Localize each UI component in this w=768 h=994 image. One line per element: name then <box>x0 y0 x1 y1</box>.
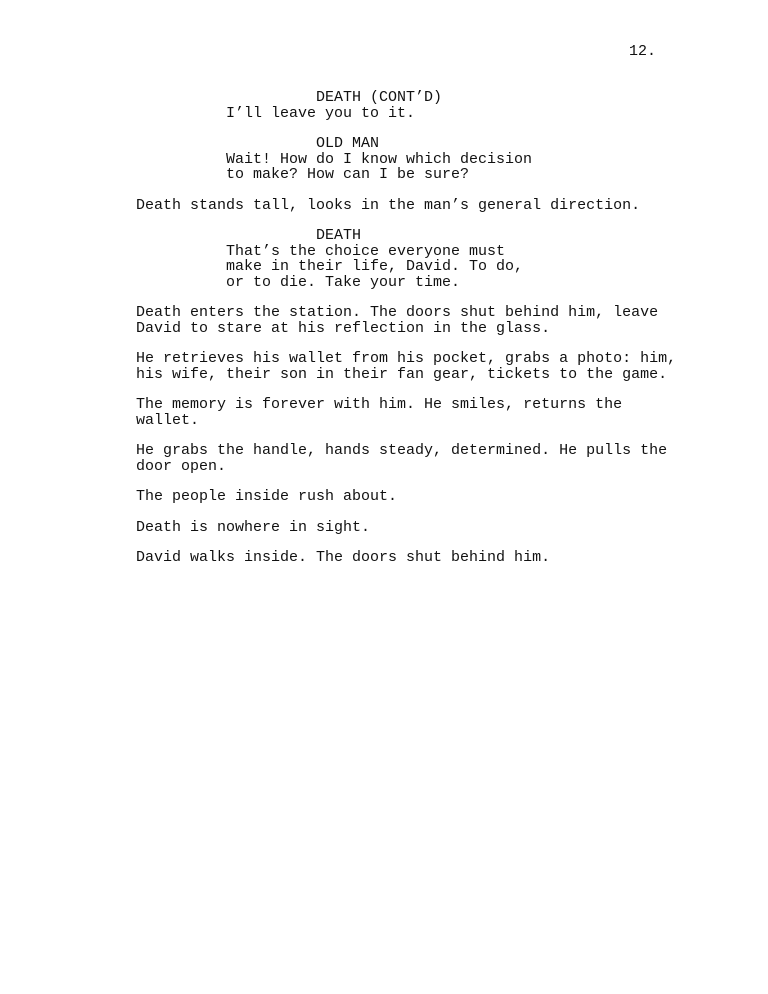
dialogue-block-death-contd <box>136 90 696 121</box>
character-cue: DEATH (CONT’D) <box>316 89 443 106</box>
dialogue-line: Wait! How do I know which decision to make? How can I be sure? <box>226 150 533 183</box>
action-line: Death enters the station. The doors shut behind him, leave David to stare at his reflection in the glass. <box>136 304 659 337</box>
dialogue-block-death <box>136 228 696 290</box>
dialogue-block-old-man <box>136 136 696 183</box>
dialogue-line: I’ll leave you to it. <box>226 104 416 122</box>
character-cue: DEATH <box>316 227 362 244</box>
action-line: He retrieves his wallet from his pocket, grabs a photo: him, his wife, their son in their fan gear, tickets to the game. <box>136 350 677 383</box>
action-line: Death stands tall, looks in the man’s general direction. <box>136 196 641 214</box>
character-cue: OLD MAN <box>316 135 380 152</box>
action-line: Death is nowhere in sight. <box>136 518 371 536</box>
dialogue-line: That’s the choice everyone must make in their life, David. To do, or to die. Take your time. <box>226 242 524 291</box>
action-line: The memory is forever with him. He smiles, returns the wallet. <box>136 396 623 429</box>
action-line: The people inside rush about. <box>136 488 398 505</box>
action-line: David walks inside. The doors shut behind him. <box>136 549 551 566</box>
page-number: 12. <box>628 43 656 60</box>
script-body <box>136 90 696 581</box>
action-line: He grabs the handle, hands steady, determined. He pulls the door open. <box>136 442 668 475</box>
